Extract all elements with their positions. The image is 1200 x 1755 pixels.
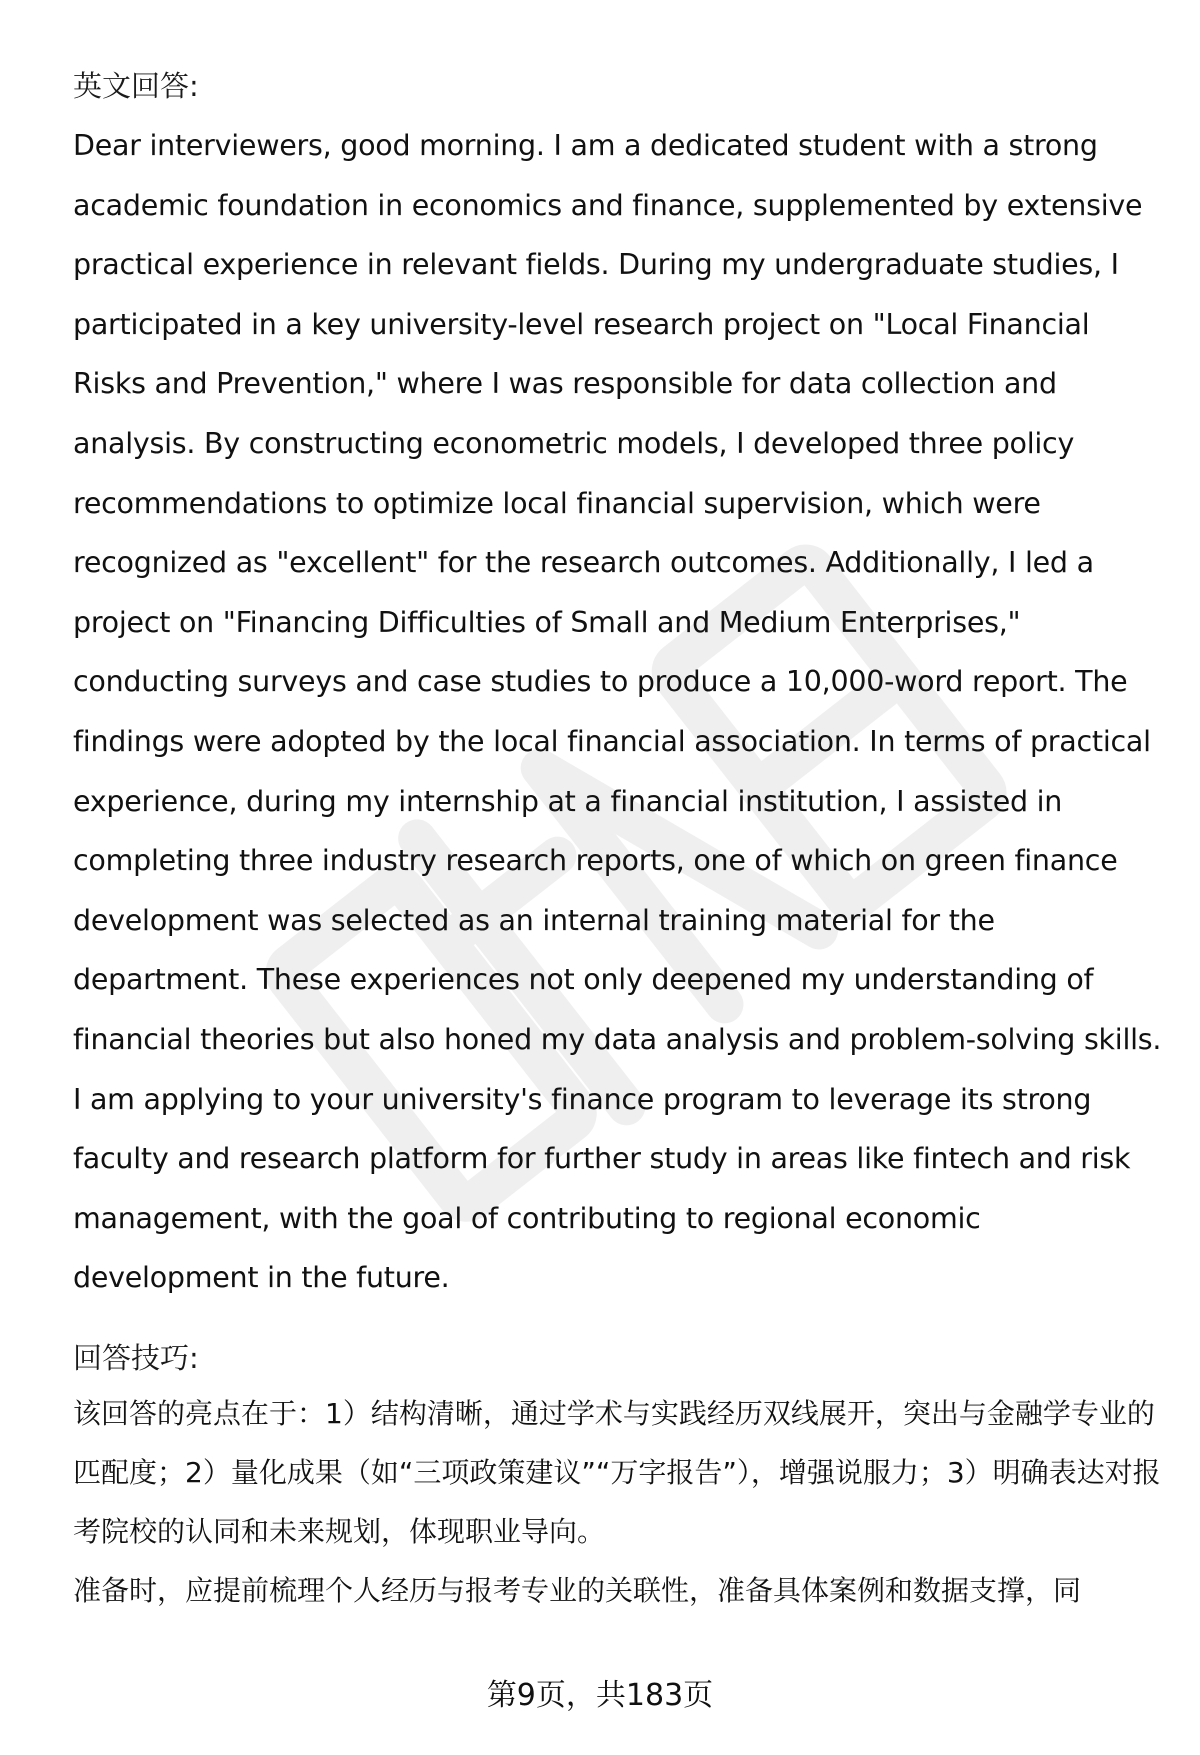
- answer-section-label: 英文回答:: [73, 69, 199, 103]
- answer-section-text: Dear interviewers, good morning. I am a dedicated student with a strong academic foundation in economics and finance, supplemented by extensive practical experience in relevant fields. During my undergraduate studies, I participated in a key university-level research project on "Local Financial Risks and Prevention," where I was responsible for data collection and analysis. By constructing econometric models, I developed three policy recommendations to optimize local financial supervision, which were recognized as "excellent" for the research outcomes. Additionally, I led a project on "Financing Difficulties of Small and Medium Enterprises," conducting surveys and case studies to produce a 10,000-word report. The findings were adopted by the local financial association. In terms of practical experience, during my internship at a financial institution, I assisted in completing three industry research reports, one of which on green finance development was selected as an internal training material for the department. These experiences not only deepened my understanding of financial theories but also honed my data analysis and problem-solving skills. I am applying to your university's finance program to leverage its strong faculty and research platform for further study in areas like fintech and risk management, with the goal of contributing to regional economic development in the future.: [73, 129, 1162, 1295]
- tips-section-body: [73, 1384, 1163, 1620]
- tips-paragraph-1: 该回答的亮点在于：1）结构清晰，通过学术与实践经历双线展开，突出与金融学专业的匹配度；2）量化成果（如“三项政策建议”“万字报告”），增强说服力；3）明确表达对报考院校的认同和未来规划，体现职业导向。: [73, 1396, 1161, 1548]
- tips-section-label: 回答技巧:: [73, 1340, 199, 1375]
- page-content: [73, 66, 1163, 1620]
- page-number-footer: 第9页，共183页: [486, 1678, 714, 1713]
- tips-paragraph-2: 准备时，应提前梳理个人经历与报考专业的关联性，准备具体案例和数据支撑，同: [73, 1573, 1082, 1607]
